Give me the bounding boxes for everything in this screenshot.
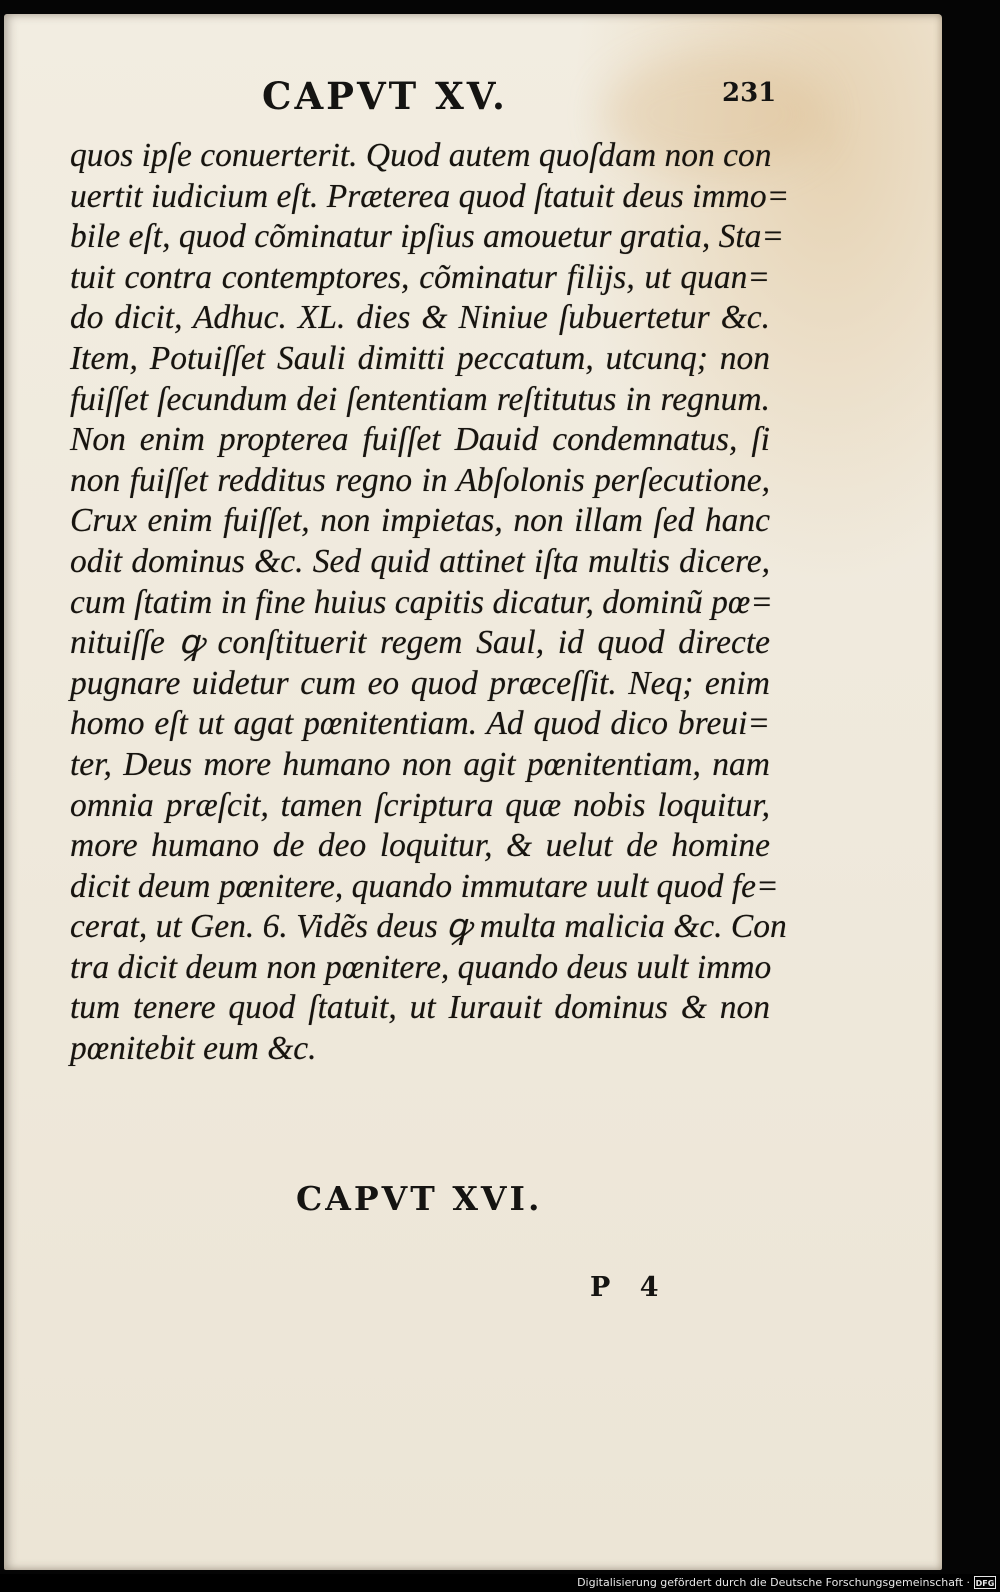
text-line: dicit deum pœnitere, quando immutare uult quod fe=: [70, 867, 779, 905]
text-line: nituiſſe ꝙ conſtituerit regem Saul, id quod directe: [70, 624, 770, 662]
text-line: cerat, ut Gen. 6. Vidẽs deus ꝙ multa malicia &c. Con: [70, 908, 787, 946]
running-head: CAPVT XV.: [262, 74, 508, 118]
text-line: quos ipſe conuerterit. Quod autem quoſdam non con: [70, 137, 772, 174]
body-text: [70, 136, 790, 1070]
text-line: omnia præſcit, tamen ſcriptura quæ nobis loquitur,: [70, 786, 770, 824]
text-line: do dicit, Adhuc. XL. dies & Niniue ſubuertetur &c.: [70, 299, 770, 337]
footer-credit: Digitalisierung gefördert durch die Deutsche Forschungsgemeinschaft ·: [577, 1576, 970, 1589]
text-line: non fuiſſet redditus regno in Abſolonis perſecutione,: [70, 461, 770, 499]
text-line: pœnitebit eum &c.: [70, 1030, 317, 1068]
text-line: tra dicit deum non pœnitere, quando deus uult immo: [70, 948, 772, 986]
text-line: odit dominus &c. Sed quid attinet iſta multis dicere,: [70, 542, 770, 580]
text-line: pugnare uidetur cum eo quod præceſſit. Neq; enim: [70, 664, 770, 702]
text-line: Item, Potuiſſet Sauli dimitti peccatum, utcunq; non: [70, 339, 770, 377]
text-line: cum ſtatim in fine huius capitis dicatur, dominũ pœ=: [70, 583, 773, 621]
text-line: homo eſt ut agat pœnitentiam. Ad quod dico breui=: [70, 705, 770, 743]
footer-bar: [0, 1574, 1000, 1592]
text-line: Non enim propterea fuiſſet Dauid condemnatus, ſi: [70, 421, 770, 459]
text-line: fuiſſet ſecundum dei ſententiam reſtitutus in regnum.: [70, 380, 770, 418]
folio-number: 231: [722, 78, 777, 108]
dfg-logo: DFG: [974, 1576, 996, 1589]
text-line: ter, Deus more humano non agit pœnitentiam, nam: [70, 745, 770, 783]
text-line: bile eſt, quod cõminatur ipſius amouetur gratia, Sta=: [70, 218, 784, 256]
text-line: uertit iudicium eſt. Præterea quod ſtatuit deus immo=: [70, 177, 790, 215]
text-line: tum tenere quod ſtatuit, ut Iurauit dominus & non: [70, 989, 770, 1027]
text-line: Crux enim fuiſſet, non impietas, non illam ſed hanc: [70, 502, 770, 540]
book-page: [4, 14, 942, 1570]
text-line: tuit contra contemptores, cõminatur filijs, ut quan=: [70, 258, 770, 296]
text-line: more humano de deo loquitur, & uelut de homine: [70, 827, 770, 865]
chapter-heading: CAPVT XVI.: [296, 1179, 543, 1218]
signature-mark: P 4: [590, 1272, 669, 1303]
